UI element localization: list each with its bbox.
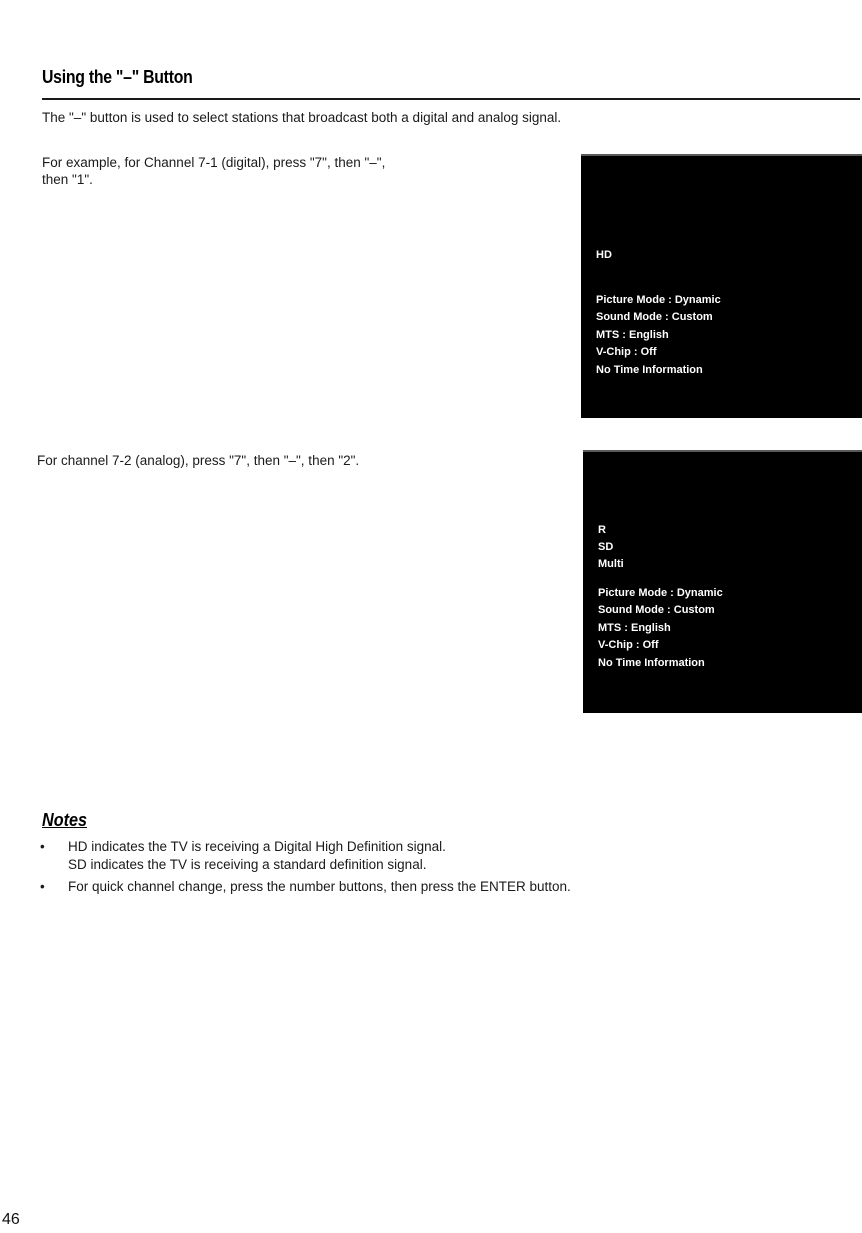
bullet-icon: • (40, 879, 45, 894)
osd-mts: MTS : English (596, 328, 669, 341)
notes-heading: Notes (42, 810, 88, 830)
osd-sound-mode: Sound Mode : Custom (598, 604, 715, 617)
osd-time-info: No Time Information (596, 363, 703, 376)
section-heading: Using the "–" Button (42, 67, 193, 87)
osd-picture-mode: Picture Mode : Dynamic (596, 294, 721, 306)
osd-sound-mode: Sound Mode : Custom (596, 311, 713, 324)
example-digital-line1: For example, for Channel 7-1 (digital), press "7", then "–", (42, 155, 386, 170)
example-analog-text: For channel 7-2 (analog), press "7", then "–", then "2". (37, 453, 360, 468)
note-hd-text: HD indicates the TV is receiving a Digital High Definition signal. (68, 839, 446, 854)
note-quick-channel-text: For quick channel change, press the number buttons, then press the ENTER button. (68, 879, 571, 894)
example-digital-line2: then "1". (42, 172, 93, 187)
osd-tag-hd: HD (596, 249, 612, 261)
osd-vchip: V-Chip : Off (598, 639, 659, 652)
heading-rule (42, 98, 860, 100)
osd-screen-digital (581, 154, 862, 418)
osd-screen-analog (583, 450, 862, 713)
osd-tag-sd: SD (598, 541, 614, 553)
note-sd-text: SD indicates the TV is receiving a standard definition signal. (68, 857, 427, 872)
osd-time-info: No Time Information (598, 656, 705, 669)
osd-vchip: V-Chip : Off (596, 346, 657, 359)
note-item (30, 838, 571, 874)
notes-list (30, 838, 571, 900)
bullet-icon: • (40, 839, 45, 854)
note-item (30, 878, 571, 896)
osd-info-list (596, 292, 721, 379)
intro-text: The "–" button is used to select stations that broadcast both a digital and analog signal. (42, 110, 562, 125)
example-digital-text (42, 154, 542, 188)
osd-tag-rating: R (598, 524, 606, 536)
page-number: 46 (2, 1211, 20, 1228)
osd-tag-multi: Multi (598, 558, 624, 570)
osd-picture-mode: Picture Mode : Dynamic (598, 587, 723, 599)
osd-mts: MTS : English (598, 621, 671, 634)
osd-info-list (598, 585, 723, 672)
